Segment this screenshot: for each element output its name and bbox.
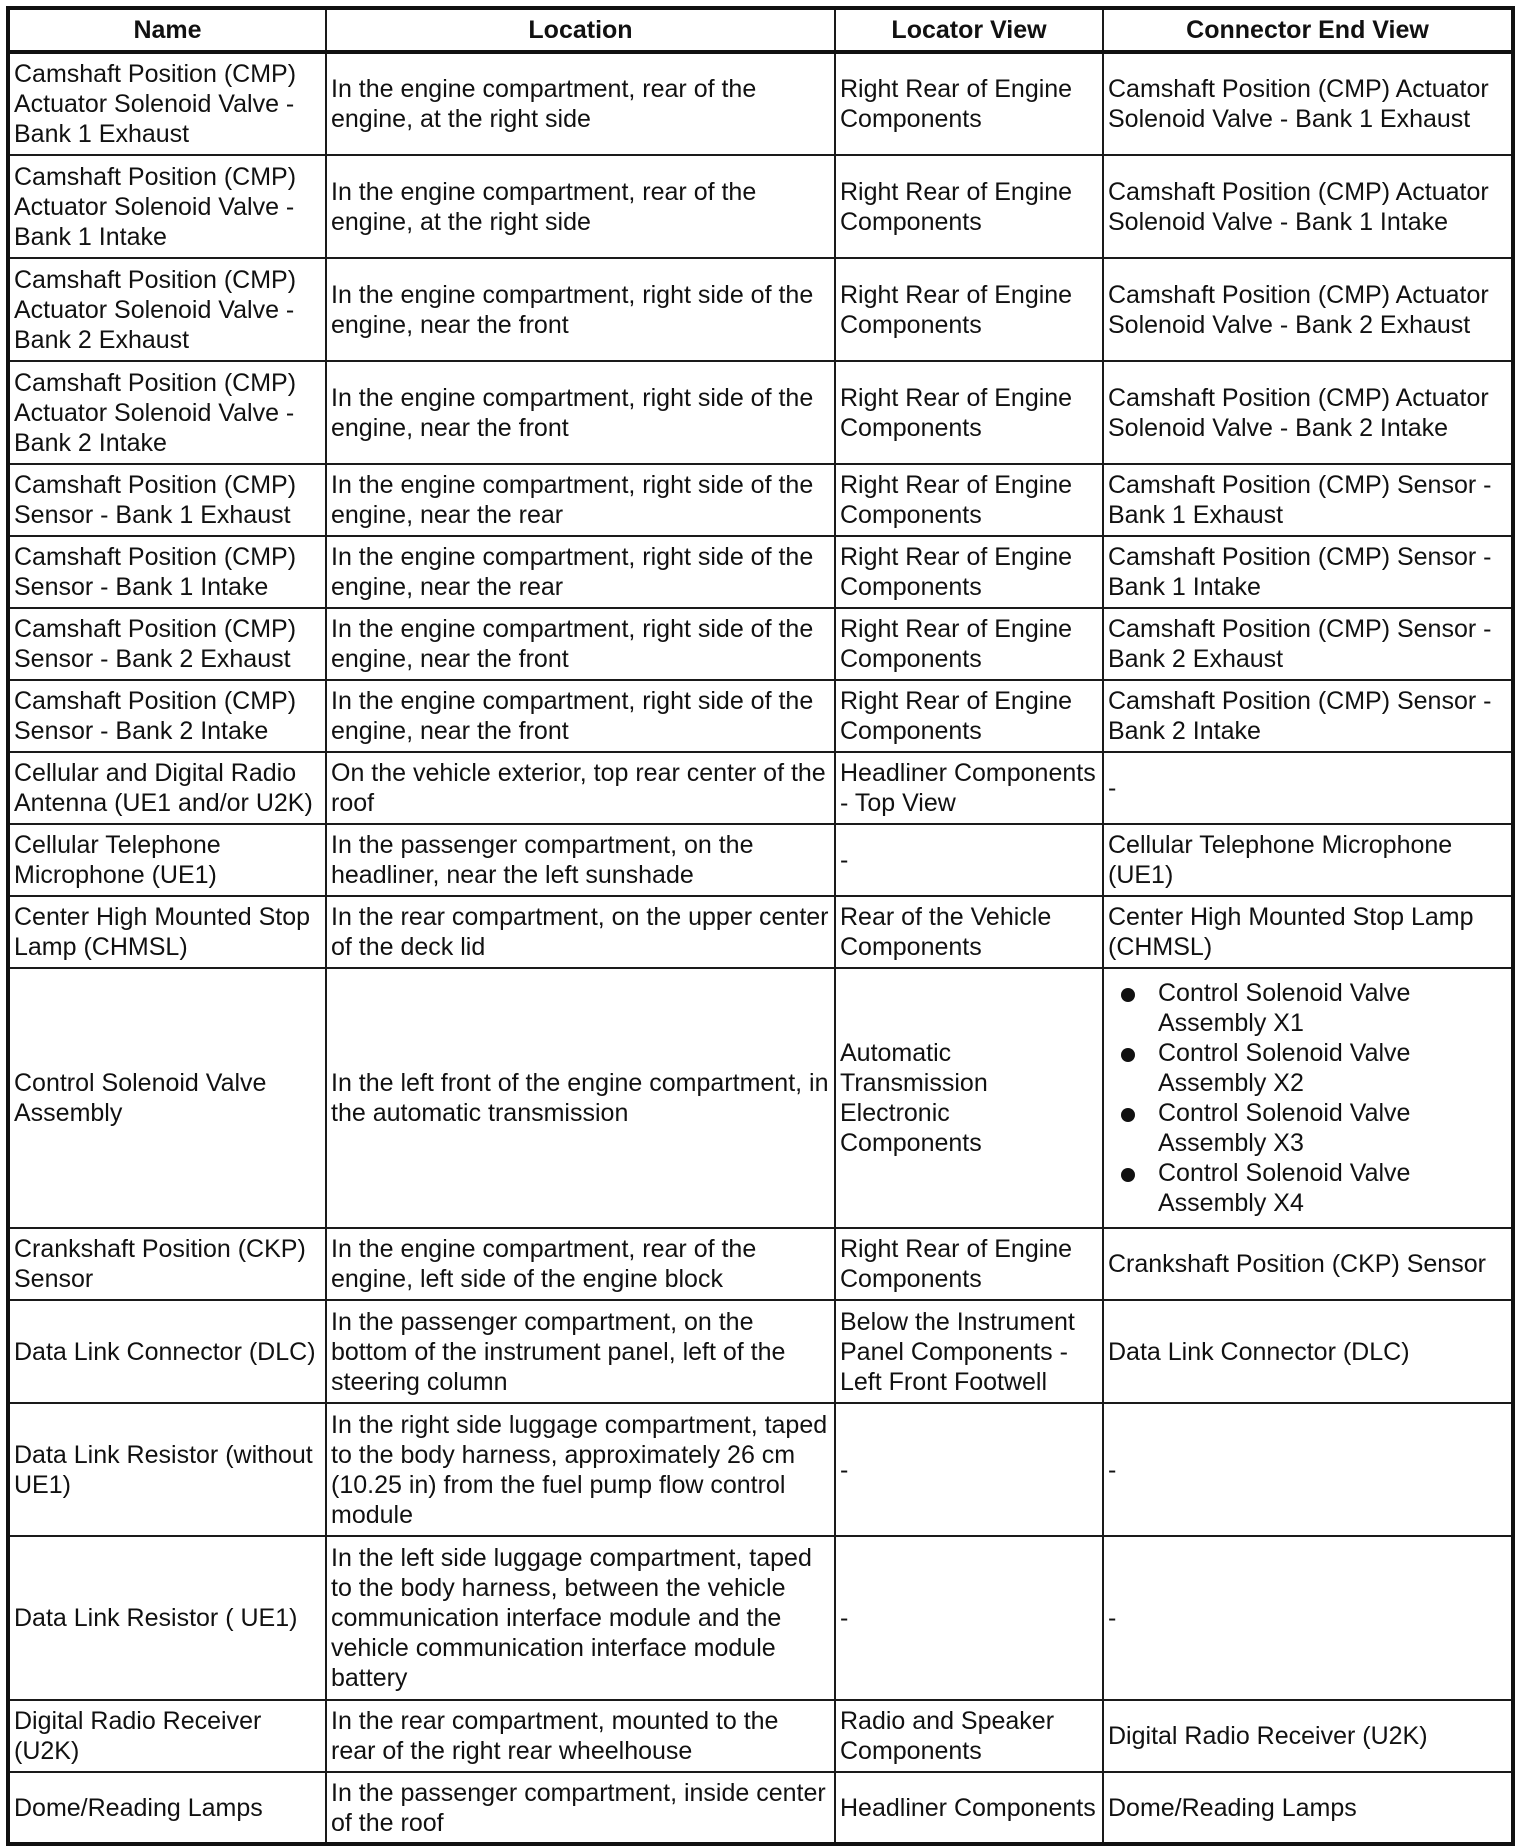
cell-locator-view: Rear of the Vehicle Components <box>835 896 1103 968</box>
cell-location: In the right side luggage compartment, taped to the body harness, approximately 26 cm (10.25 in) from the fuel pump flow control module <box>326 1403 835 1536</box>
cell-location: In the left front of the engine compartment, in the automatic transmission <box>326 968 835 1228</box>
component-table <box>6 6 1515 1846</box>
component-locator-document <box>6 6 1515 1846</box>
cell-location: In the rear compartment, mounted to the rear of the right rear wheelhouse <box>326 1700 835 1772</box>
cell-location: On the vehicle exterior, top rear center of the roof <box>326 752 835 824</box>
cell-name: Dome/Reading Lamps <box>8 1772 326 1844</box>
table-row <box>8 896 1513 968</box>
cell-name: Camshaft Position (CMP) Actuator Solenoid Valve - Bank 1 Intake <box>8 155 326 258</box>
list-item: Control Solenoid Valve Assembly X4 <box>1158 1158 1506 1218</box>
cell-connector-end-view: Dome/Reading Lamps <box>1103 1772 1513 1844</box>
table-row <box>8 608 1513 680</box>
cell-name: Camshaft Position (CMP) Actuator Solenoid Valve - Bank 2 Intake <box>8 361 326 464</box>
cell-connector-end-view: Camshaft Position (CMP) Sensor - Bank 2 Exhaust <box>1103 608 1513 680</box>
table-row <box>8 752 1513 824</box>
cell-name: Cellular and Digital Radio Antenna (UE1 and/or U2K) <box>8 752 326 824</box>
cell-locator-view: Headliner Components <box>835 1772 1103 1844</box>
table-row <box>8 1300 1513 1403</box>
table-row <box>8 464 1513 536</box>
cell-connector-end-view: Camshaft Position (CMP) Actuator Solenoid Valve - Bank 1 Intake <box>1103 155 1513 258</box>
cell-locator-view: Right Rear of Engine Components <box>835 258 1103 361</box>
cell-location: In the engine compartment, right side of the engine, near the front <box>326 680 835 752</box>
table-row <box>8 536 1513 608</box>
cell-name: Crankshaft Position (CKP) Sensor <box>8 1228 326 1300</box>
cell-name: Control Solenoid Valve Assembly <box>8 968 326 1228</box>
cell-locator-view: - <box>835 1536 1103 1700</box>
table-row <box>8 680 1513 752</box>
cell-connector-end-view: Crankshaft Position (CKP) Sensor <box>1103 1228 1513 1300</box>
cell-locator-view: Right Rear of Engine Components <box>835 680 1103 752</box>
table-row <box>8 1536 1513 1700</box>
cell-location: In the passenger compartment, inside center of the roof <box>326 1772 835 1844</box>
cell-locator-view: Right Rear of Engine Components <box>835 1228 1103 1300</box>
cell-locator-view: - <box>835 1403 1103 1536</box>
cell-name: Data Link Connector (DLC) <box>8 1300 326 1403</box>
cell-location: In the engine compartment, right side of the engine, near the front <box>326 361 835 464</box>
cell-locator-view: Below the Instrument Panel Components - Left Front Footwell <box>835 1300 1103 1403</box>
table-row <box>8 968 1513 1228</box>
cell-name: Camshaft Position (CMP) Sensor - Bank 2 Exhaust <box>8 608 326 680</box>
cell-location: In the engine compartment, right side of the engine, near the rear <box>326 536 835 608</box>
cell-name: Cellular Telephone Microphone (UE1) <box>8 824 326 896</box>
cell-location: In the passenger compartment, on the headliner, near the left sunshade <box>326 824 835 896</box>
cell-location: In the rear compartment, on the upper center of the deck lid <box>326 896 835 968</box>
cell-name: Camshaft Position (CMP) Actuator Solenoid Valve - Bank 2 Exhaust <box>8 258 326 361</box>
cell-name: Camshaft Position (CMP) Sensor - Bank 1 Exhaust <box>8 464 326 536</box>
cell-connector-end-view: Center High Mounted Stop Lamp (CHMSL) <box>1103 896 1513 968</box>
cell-location: In the engine compartment, right side of the engine, near the front <box>326 608 835 680</box>
cell-connector-end-view: Camshaft Position (CMP) Sensor - Bank 2 Intake <box>1103 680 1513 752</box>
table-row <box>8 1772 1513 1844</box>
header-row <box>8 8 1513 52</box>
cell-connector-end-view <box>1103 968 1513 1228</box>
cell-location: In the engine compartment, rear of the engine, at the right side <box>326 155 835 258</box>
header-connector-end-view: Connector End View <box>1103 8 1513 52</box>
table-row <box>8 155 1513 258</box>
cell-locator-view: Right Rear of Engine Components <box>835 155 1103 258</box>
cell-locator-view: Right Rear of Engine Components <box>835 536 1103 608</box>
list-item: Control Solenoid Valve Assembly X2 <box>1158 1038 1506 1098</box>
cell-name: Digital Radio Receiver (U2K) <box>8 1700 326 1772</box>
cell-locator-view: Right Rear of Engine Components <box>835 361 1103 464</box>
table-row <box>8 361 1513 464</box>
cell-location: In the engine compartment, rear of the engine, left side of the engine block <box>326 1228 835 1300</box>
list-item: Control Solenoid Valve Assembly X3 <box>1158 1098 1506 1158</box>
cell-name: Data Link Resistor (without UE1) <box>8 1403 326 1536</box>
cell-name: Camshaft Position (CMP) Sensor - Bank 1 Intake <box>8 536 326 608</box>
cell-location: In the engine compartment, right side of the engine, near the rear <box>326 464 835 536</box>
table-row <box>8 1700 1513 1772</box>
cell-name: Data Link Resistor ( UE1) <box>8 1536 326 1700</box>
cell-connector-end-view: Cellular Telephone Microphone (UE1) <box>1103 824 1513 896</box>
list-item: Control Solenoid Valve Assembly X1 <box>1158 978 1506 1038</box>
table-row <box>8 824 1513 896</box>
cell-connector-end-view: Camshaft Position (CMP) Actuator Solenoid Valve - Bank 2 Exhaust <box>1103 258 1513 361</box>
table-row <box>8 52 1513 155</box>
cell-connector-end-view: - <box>1103 1403 1513 1536</box>
cell-connector-end-view: - <box>1103 752 1513 824</box>
cell-connector-end-view: Camshaft Position (CMP) Sensor - Bank 1 Exhaust <box>1103 464 1513 536</box>
cell-connector-end-view: - <box>1103 1536 1513 1700</box>
table-row <box>8 1403 1513 1536</box>
cell-locator-view: Right Rear of Engine Components <box>835 464 1103 536</box>
header-location: Location <box>326 8 835 52</box>
cell-location: In the left side luggage compartment, taped to the body harness, between the vehicle communication interface module and the vehicle communication interface module battery <box>326 1536 835 1700</box>
cell-locator-view: - <box>835 824 1103 896</box>
table-row <box>8 1228 1513 1300</box>
cell-name: Camshaft Position (CMP) Sensor - Bank 2 Intake <box>8 680 326 752</box>
table-row <box>8 258 1513 361</box>
cell-locator-view: Right Rear of Engine Components <box>835 52 1103 155</box>
cell-location: In the engine compartment, right side of the engine, near the front <box>326 258 835 361</box>
cell-location: In the passenger compartment, on the bottom of the instrument panel, left of the steering column <box>326 1300 835 1403</box>
cell-name: Camshaft Position (CMP) Actuator Solenoid Valve - Bank 1 Exhaust <box>8 52 326 155</box>
cell-connector-end-view: Data Link Connector (DLC) <box>1103 1300 1513 1403</box>
cell-connector-end-view: Camshaft Position (CMP) Actuator Solenoid Valve - Bank 1 Exhaust <box>1103 52 1513 155</box>
cell-locator-view: Automatic Transmission Electronic Components <box>835 968 1103 1228</box>
cell-location: In the engine compartment, rear of the engine, at the right side <box>326 52 835 155</box>
cell-connector-end-view: Camshaft Position (CMP) Actuator Solenoid Valve - Bank 2 Intake <box>1103 361 1513 464</box>
cell-connector-end-view: Digital Radio Receiver (U2K) <box>1103 1700 1513 1772</box>
connector-list <box>1108 978 1506 1218</box>
cell-locator-view: Radio and Speaker Components <box>835 1700 1103 1772</box>
cell-connector-end-view: Camshaft Position (CMP) Sensor - Bank 1 Intake <box>1103 536 1513 608</box>
header-locator-view: Locator View <box>835 8 1103 52</box>
header-name: Name <box>8 8 326 52</box>
cell-locator-view: Right Rear of Engine Components <box>835 608 1103 680</box>
cell-locator-view: Headliner Components - Top View <box>835 752 1103 824</box>
cell-name: Center High Mounted Stop Lamp (CHMSL) <box>8 896 326 968</box>
